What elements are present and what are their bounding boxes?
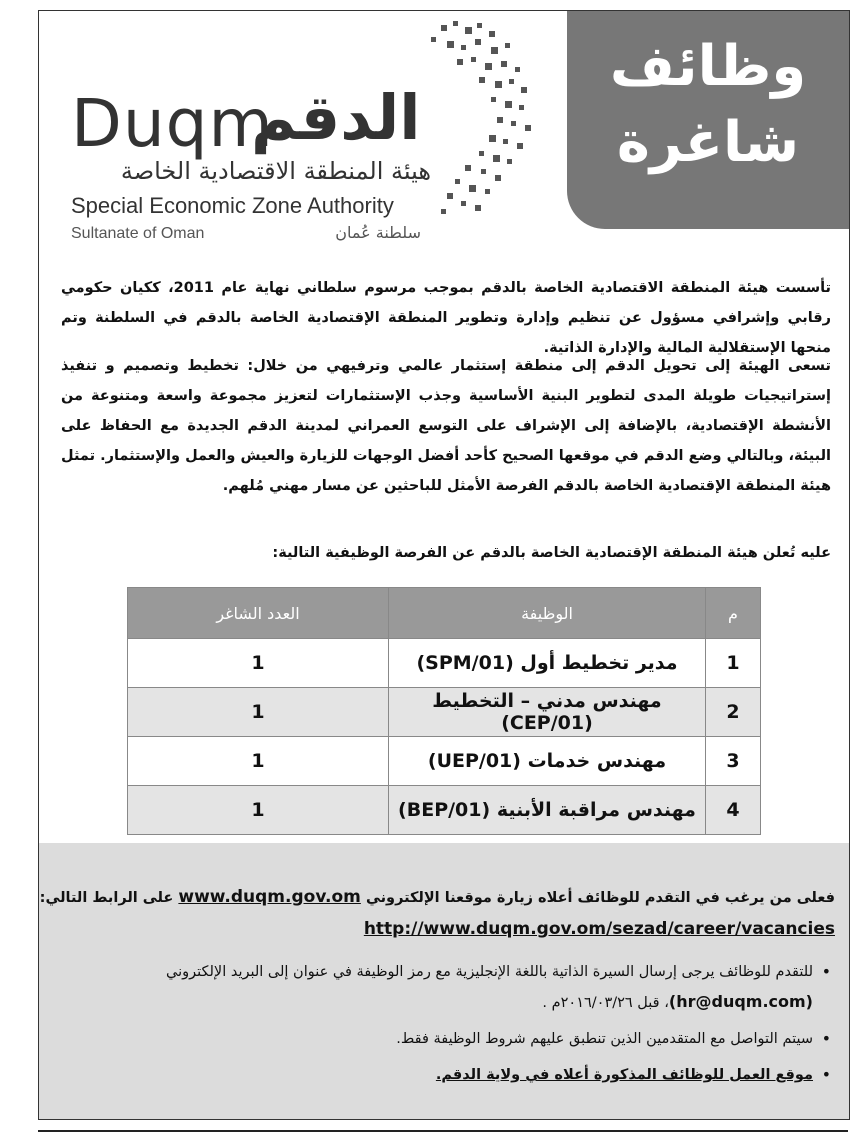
dot-pattern-icon: [401, 17, 551, 227]
mission-paragraph: تسعى الهيئة إلى تحويل الدقم إلى منطقة إستثمار عالمي وترفيهي من خلال: تخطيط وتصميم و تنفيذ إستراتيجيات طويلة المدى لتطوير البنية الأساسية وجذب الإستثمارات لتعزيز مجموعة واسعة ومتنوعة من الأنشطة الإقتصادية، بالإضافة إلى الإشراف على التوسع العمراني لمدينة الدقم الجديدة مع الحفاظ على البيئة، وبالتالي وضع الدقم في موقعها الصحيح كأحد أفضل الوجهات للزيارة والعيش والعمل والإستثمار. تمثل هيئة المنطقة الإقتصادية الخاصة بالدقم الفرصة الأمثل للباحثين عن مسار مهني مُلهم.: [61, 358, 831, 494]
header-number: م: [706, 588, 761, 639]
row-vacancy-count: 1: [128, 639, 389, 688]
banner-line-2: شاغرة: [616, 110, 800, 175]
duqm-logo: [61, 17, 541, 249]
vacancies-table: [127, 587, 761, 835]
banner-line-1: وظائف: [609, 34, 807, 99]
table-row: [128, 786, 761, 835]
table-row: [128, 688, 761, 737]
country-en: Sultanate of Oman: [71, 225, 205, 242]
website-link[interactable]: www.duqm.gov.om: [178, 887, 361, 907]
apply-intro-suffix: على الرابط التالي:: [39, 890, 174, 906]
row-number: 1: [706, 639, 761, 688]
vacancies-url-link[interactable]: http://www.duqm.gov.om/sezad/career/vacancies: [363, 919, 835, 939]
row-vacancy-count: 1: [128, 688, 389, 737]
instructions-list: [55, 957, 849, 1096]
apply-intro-text: فعلى من يرغب في التقدم للوظائف أعلاه زيارة موقعنا الإلكتروني: [365, 890, 835, 906]
contact-note: سيتم التواصل مع المتقدمين الذين تنطبق عليهم شروط الوظيفة فقط.: [396, 1031, 813, 1047]
row-job-title: مهندس مدني – التخطيط (CEP/01): [389, 688, 706, 737]
table-row: [128, 639, 761, 688]
authority-name-ar: هيئة المنطقة الاقتصادية الخاصة: [120, 157, 431, 185]
bottom-divider: [38, 1130, 848, 1132]
advertisement-page: [38, 10, 850, 1120]
authority-name-en: Special Economic Zone Authority: [71, 193, 394, 218]
row-vacancy-count: 1: [128, 737, 389, 786]
row-number: 4: [706, 786, 761, 835]
announcement-paragraph: عليه تُعلن هيئة المنطقة الإقتصادية الخاصة بالدقم عن الفرصة الوظيفية التالية:: [272, 545, 831, 561]
deadline-text: ، قبل ٢٠١٦/٠٣/٢٦م .: [542, 995, 669, 1011]
application-instructions: [39, 843, 849, 1119]
intro-paragraph: تأسست هيئة المنطقة الاقتصادية الخاصة بالدقم بموجب مرسوم سلطاني نهاية عام 2011، ككيان حكومي رقابي وإشرافي مسؤول عن تنظيم وإدارة وتطوير المنطقة الإقتصادية الخاصة بالدقم في السلطنة وتم منحها الإستقلالية المالية والإدارة الذاتية.: [61, 280, 831, 356]
work-location-note: موقع العمل للوظائف المذكورة أعلاه في ولاية الدقم.: [435, 1067, 813, 1083]
row-number: 2: [706, 688, 761, 737]
cv-instruction-text: للتقدم للوظائف يرجى إرسال السيرة الذاتية باللغة الإنجليزية مع رمز الوظيفة في عنوان إلى البريد الإلكتروني: [166, 964, 813, 980]
row-job-title: مدير تخطيط أول (SPM/01): [389, 639, 706, 688]
list-item: [55, 1024, 835, 1054]
vacancies-banner: [567, 11, 849, 229]
logo-word-ar: الدقم: [251, 81, 421, 154]
table-header-row: [128, 588, 761, 639]
row-job-title: مهندس مراقبة الأبنية (BEP/01): [389, 786, 706, 835]
logo-word-en: Duqm: [71, 85, 274, 162]
list-item: [55, 957, 835, 1018]
row-vacancy-count: 1: [128, 786, 389, 835]
email-link[interactable]: (hr@duqm.com): [668, 992, 813, 1011]
header-vacancy-count: العدد الشاغر: [128, 588, 389, 639]
apply-intro: [40, 887, 835, 907]
header-job-title: الوظيفة: [389, 588, 706, 639]
list-item: [55, 1060, 835, 1090]
country-ar: سلطنة عُمان: [335, 223, 421, 242]
row-number: 3: [706, 737, 761, 786]
row-job-title: مهندس خدمات (UEP/01): [389, 737, 706, 786]
table-row: [128, 737, 761, 786]
